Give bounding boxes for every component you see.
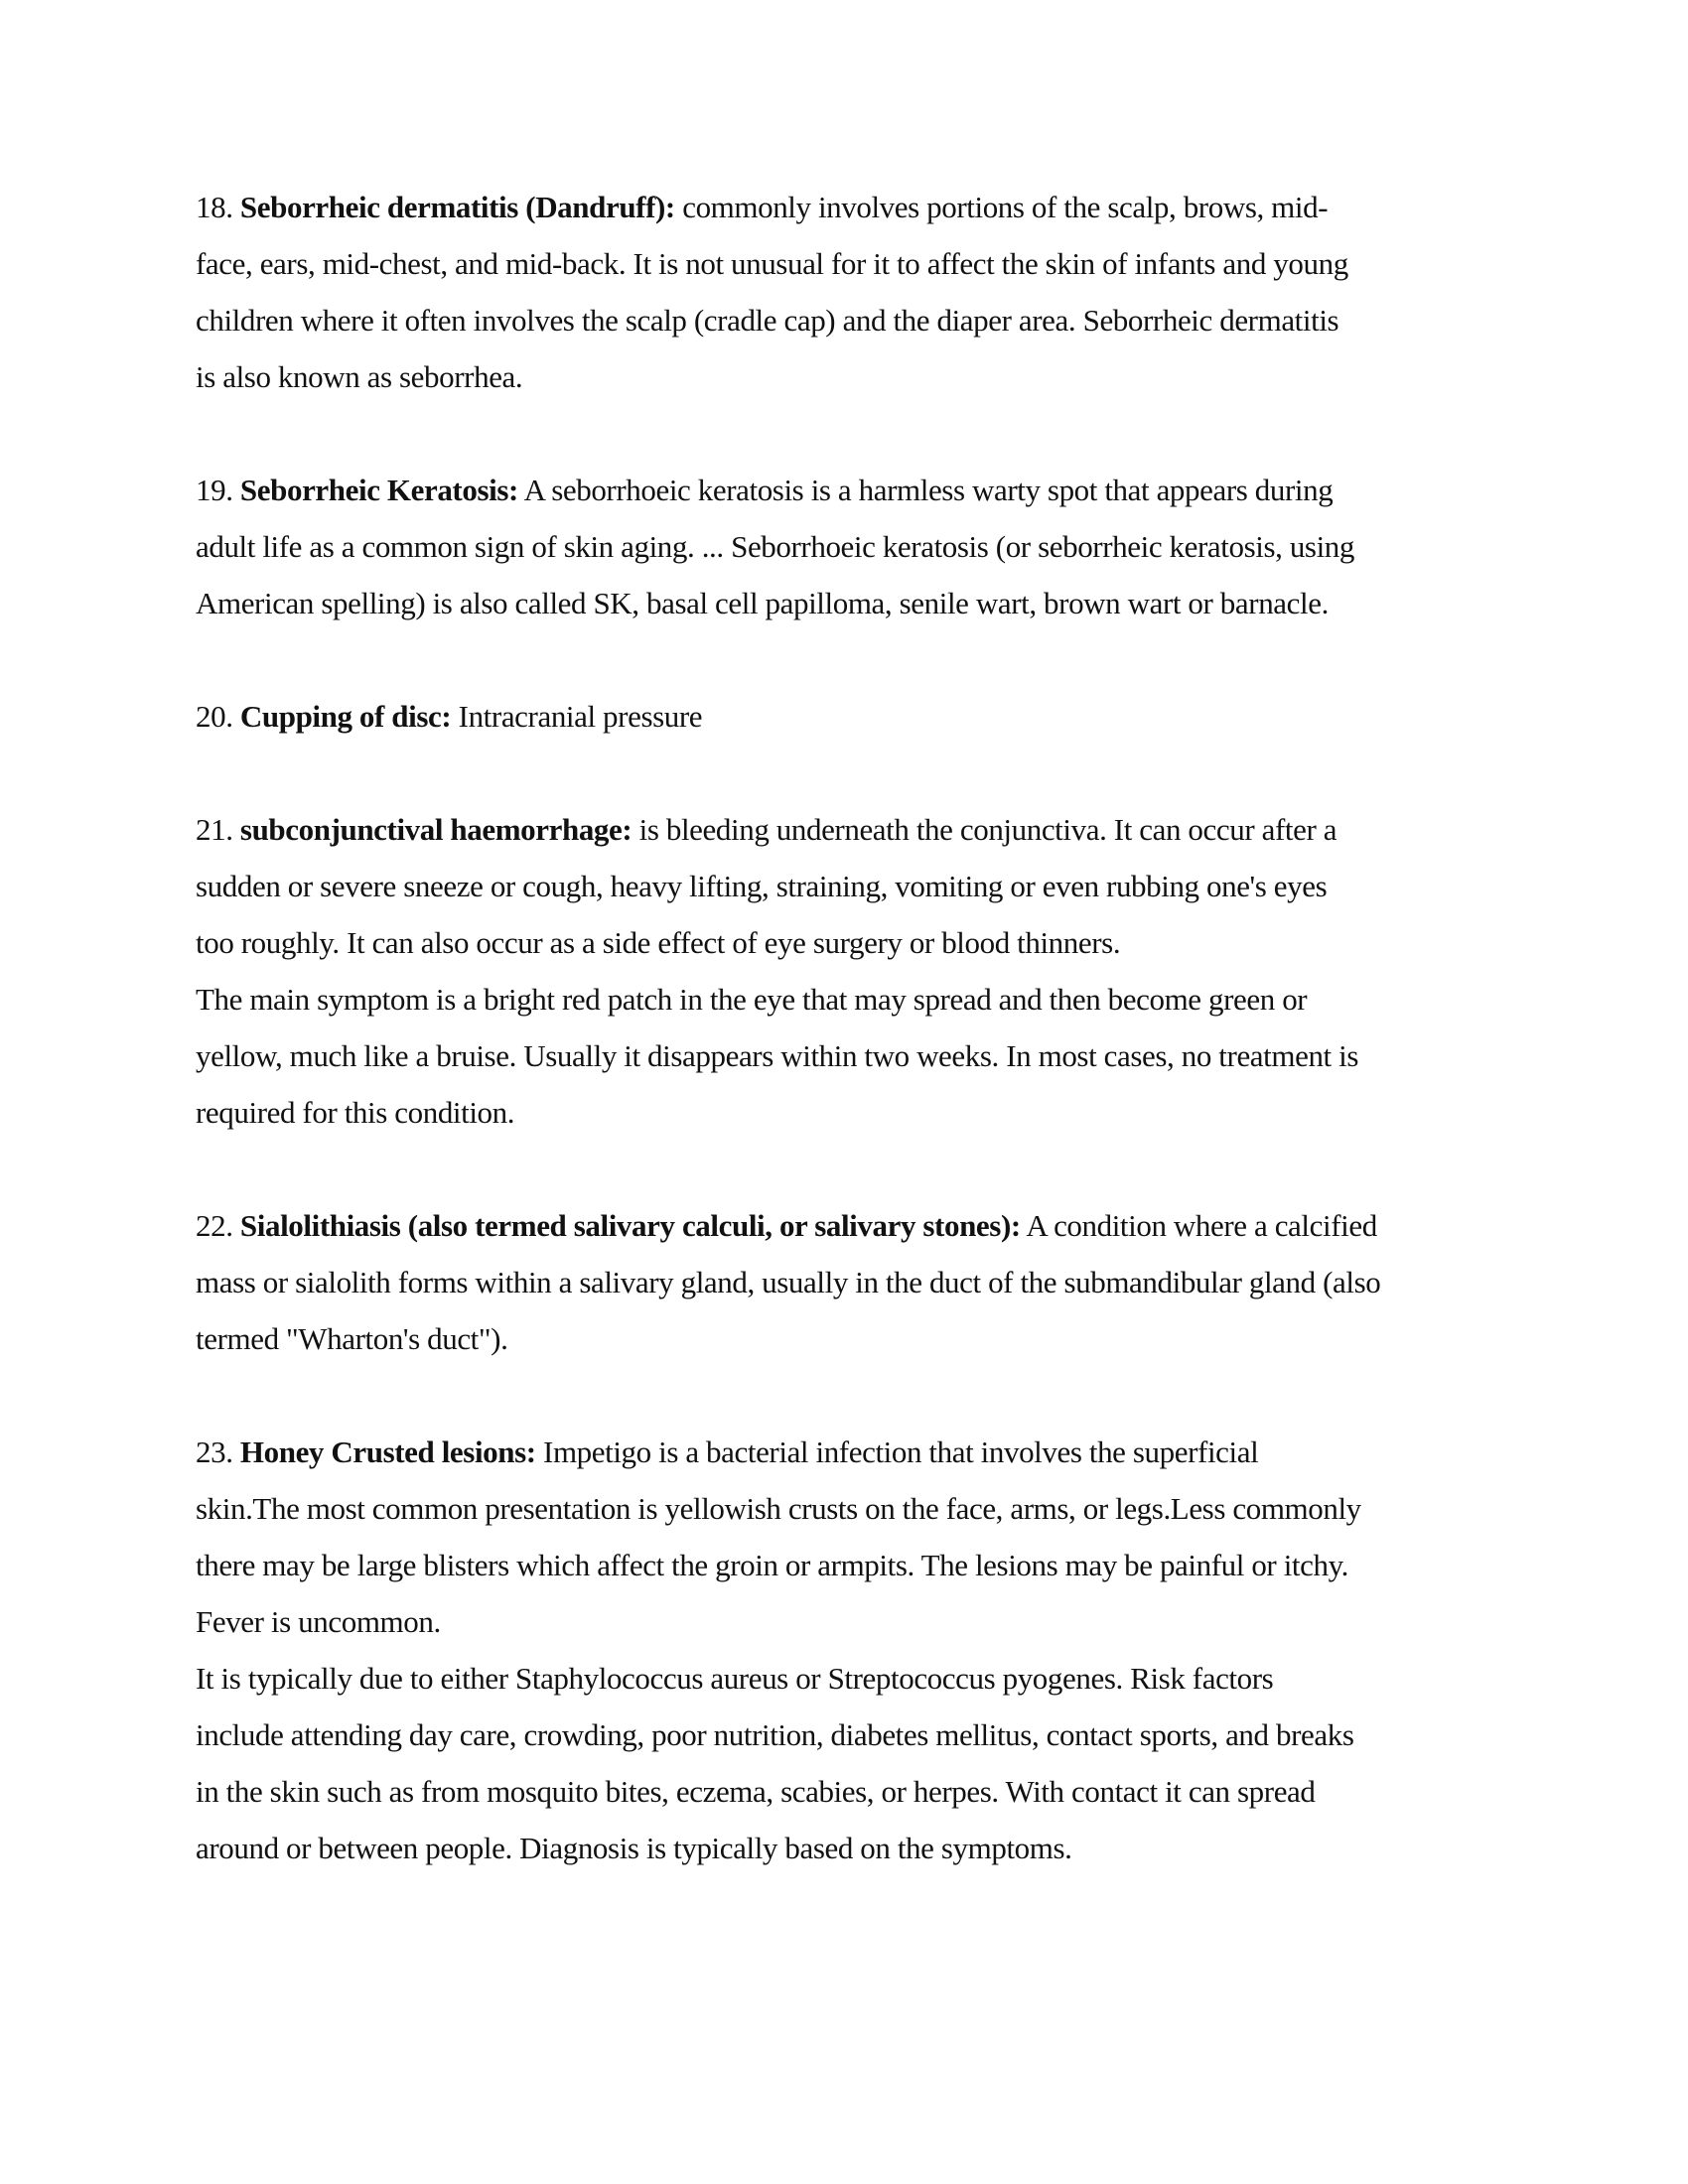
item-text: A condition where a calcified bbox=[1020, 1208, 1377, 1243]
item-number: 19. bbox=[196, 473, 233, 507]
text-line: mass or sialolith forms within a salivary gland, usually in the duct of the submandibular gland (also bbox=[196, 1265, 1381, 1299]
definition-paragraph bbox=[196, 801, 1506, 1141]
text-line: is also known as seborrhea. bbox=[196, 359, 523, 394]
item-term: Seborrheic Keratosis: bbox=[239, 473, 518, 507]
item-text: is bleeding underneath the conjunctiva. It can occur after a bbox=[632, 812, 1337, 847]
text-line: face, ears, mid-chest, and mid-back. It is not unusual for it to affect the skin of infants and young bbox=[196, 246, 1348, 281]
text-line bbox=[196, 462, 1506, 518]
text-line: too roughly. It can also occur as a side effect of eye surgery or blood thinners. bbox=[196, 925, 1121, 960]
text-line: required for this condition. bbox=[196, 1095, 515, 1130]
text-line: adult life as a common sign of skin aging. ... Seborrhoeic keratosis (or seborrheic keratosis, using bbox=[196, 529, 1355, 564]
text-line bbox=[196, 801, 1506, 858]
item-text: Impetigo is a bacterial infection that involves the superficial bbox=[535, 1434, 1259, 1469]
item-text: A seborrhoeic keratosis is a harmless warty spot that appears during bbox=[517, 473, 1334, 507]
definition-paragraph bbox=[196, 688, 1506, 745]
item-term: Honey Crusted lesions: bbox=[239, 1434, 536, 1469]
item-term: Seborrheic dermatitis (Dandruff): bbox=[239, 190, 675, 224]
item-term: subconjunctival haemorrhage: bbox=[239, 812, 633, 847]
text-line: children where it often involves the scalp (cradle cap) and the diaper area. Seborrheic dermatitis bbox=[196, 303, 1339, 338]
text-line: there may be large blisters which affect the groin or armpits. The lesions may be painful or itchy. bbox=[196, 1548, 1349, 1582]
item-term: Sialolithiasis (also termed salivary calculi, or salivary stones): bbox=[239, 1208, 1021, 1243]
text-line: American spelling) is also called SK, basal cell papilloma, senile wart, brown wart or barnacle. bbox=[196, 586, 1329, 620]
definition-paragraph bbox=[196, 179, 1506, 405]
text-line bbox=[196, 1197, 1506, 1254]
definition-paragraph bbox=[196, 1197, 1506, 1367]
definition-paragraph bbox=[196, 1424, 1506, 1876]
definition-paragraph bbox=[196, 462, 1506, 631]
item-number: 18. bbox=[196, 190, 233, 224]
text-line: sudden or severe sneeze or cough, heavy lifting, straining, vomiting or even rubbing one's eyes bbox=[196, 869, 1328, 903]
item-term: Cupping of disc: bbox=[239, 699, 452, 734]
item-number: 23. bbox=[196, 1434, 233, 1469]
text-line: yellow, much like a bruise. Usually it disappears within two weeks. In most cases, no treatment is bbox=[196, 1038, 1358, 1073]
text-line: Fever is uncommon. bbox=[196, 1604, 441, 1639]
text-line: It is typically due to either Staphylococcus aureus or Streptococcus pyogenes. Risk factors bbox=[196, 1661, 1274, 1696]
text-line: around or between people. Diagnosis is typically based on the symptoms. bbox=[196, 1831, 1072, 1865]
text-line: The main symptom is a bright red patch in the eye that may spread and then become green or bbox=[196, 982, 1308, 1017]
text-line: termed "Wharton's duct"). bbox=[196, 1321, 508, 1356]
text-line bbox=[196, 688, 1506, 745]
item-number: 20. bbox=[196, 699, 233, 734]
item-number: 22. bbox=[196, 1208, 233, 1243]
document-page bbox=[196, 179, 1506, 1933]
text-line: skin.The most common presentation is yellowish crusts on the face, arms, or legs.Less commonly bbox=[196, 1491, 1361, 1526]
text-line bbox=[196, 1424, 1506, 1480]
text-line: in the skin such as from mosquito bites, eczema, scabies, or herpes. With contact it can spread bbox=[196, 1774, 1316, 1809]
item-number: 21. bbox=[196, 812, 233, 847]
text-line: include attending day care, crowding, poor nutrition, diabetes mellitus, contact sports, and breaks bbox=[196, 1717, 1354, 1752]
text-line bbox=[196, 179, 1506, 235]
item-text: Intracranial pressure bbox=[451, 699, 703, 734]
item-text: commonly involves portions of the scalp, brows, mid- bbox=[674, 190, 1329, 224]
